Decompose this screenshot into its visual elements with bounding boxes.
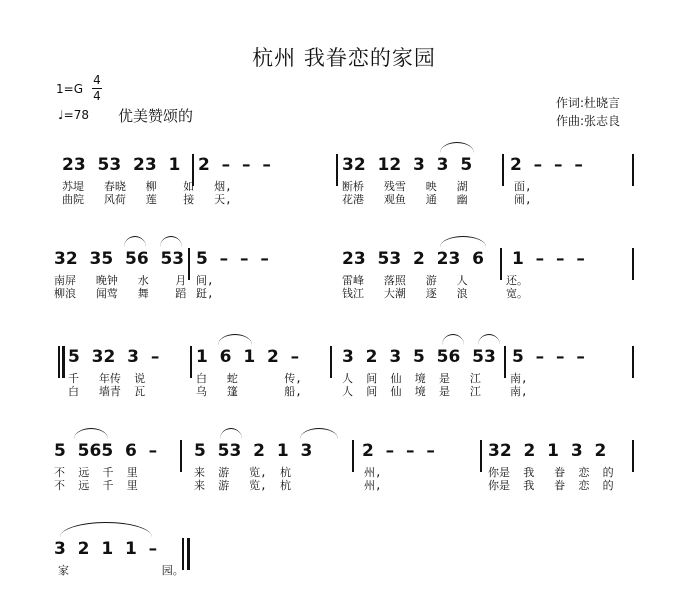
lyrics-verse1: 家 园。 — [58, 564, 184, 577]
notes-line1-measure2: 2 – – – — [198, 155, 271, 175]
mood-marking: 优美赞颂的 — [118, 107, 194, 125]
notes-line3-measure2: 1 6 1 2 – — [196, 347, 300, 367]
slur — [440, 142, 474, 153]
barline — [632, 248, 634, 280]
lyrics-verse2: 曲院 风荷 莲 接 天, — [62, 193, 232, 206]
barline — [352, 440, 354, 472]
lyrics-verse1: 苏堤 春晓 柳 如 烟, — [62, 180, 232, 193]
barline — [502, 154, 504, 186]
notes-line4-measure2: 5 53 2 1 3 — [194, 441, 313, 461]
lyrics-verse1: 间, — [196, 274, 214, 287]
notes-line2-measure4: 1 – – – — [512, 249, 585, 269]
slur — [300, 428, 338, 439]
lyrics-verse2: 跹, — [196, 287, 214, 300]
notes-line3-measure4: 5 – – – — [512, 347, 585, 367]
time-signature-top: 4 — [93, 73, 101, 87]
lyrics-verse1: 白 蛇 传, — [196, 372, 302, 385]
notes-line4-measure1: 5 565 6 – — [54, 441, 158, 461]
barline — [480, 440, 482, 472]
slur — [440, 236, 486, 247]
lyrics-verse1: 不 远 千 里 — [54, 466, 138, 479]
barline — [336, 154, 338, 186]
lyrics-verse1: 断桥 残雪 映 湖 — [342, 180, 468, 193]
lyrics-verse2: 南, — [510, 385, 528, 398]
barline — [504, 346, 506, 378]
lyrics-verse1: 州, — [364, 466, 382, 479]
notes-line3-measure1: 5 32 3 – — [68, 347, 160, 367]
lyrics-verse2: 你是 我 眷 恋 的 — [488, 479, 614, 492]
lyrics-verse1: 还。 — [506, 274, 528, 287]
barline — [632, 346, 634, 378]
time-signature — [92, 74, 102, 103]
slur — [218, 334, 252, 345]
lyricist-credit: 作词:杜晓言 — [556, 96, 621, 110]
barline — [180, 440, 182, 472]
time-signature-bottom: 4 — [93, 89, 101, 103]
lyrics-verse1: 你是 我 眷 恋 的 — [488, 466, 614, 479]
lyrics-verse2: 钱江 大潮 逐 浪 — [342, 287, 468, 300]
lyrics-verse2: 人 间 仙 境 是 江 — [342, 385, 481, 398]
barline — [58, 346, 60, 378]
barline — [330, 346, 332, 378]
barline — [632, 154, 634, 186]
notes-line5-measure1: 3 2 1 1 – — [54, 539, 158, 559]
slur — [74, 428, 108, 439]
notes-line4-measure3: 2 – – – — [362, 441, 435, 461]
slur — [60, 522, 152, 537]
lyrics-verse1: 南, — [510, 372, 528, 385]
slur — [160, 236, 182, 247]
lyrics-verse2: 白 墙青 瓦 — [68, 385, 146, 398]
lyrics-verse2: 乌 篷 船, — [196, 385, 302, 398]
lyrics-verse1: 来 游 览, 杭 — [194, 466, 291, 479]
final-barline-thick — [187, 538, 190, 570]
lyrics-verse2: 宽。 — [506, 287, 528, 300]
lyrics-verse1: 雷峰 落照 游 人 — [342, 274, 468, 287]
lyrics-verse1: 南屏 晚钟 水 月 — [54, 274, 187, 287]
credits — [556, 94, 620, 130]
lyrics-verse2: 州, — [364, 479, 382, 492]
notes-line2-measure3: 23 53 2 23 6 — [342, 249, 484, 269]
lyrics-verse1: 千 年传 说 — [68, 372, 146, 385]
notes-line1-measure3: 32 12 3 3 5 — [342, 155, 473, 175]
notes-line3-measure3: 3 2 3 5 56 53 — [342, 347, 496, 367]
slur — [220, 428, 242, 439]
song-title: 杭州 我眷恋的家园 — [252, 46, 436, 70]
barline — [500, 248, 502, 280]
barline — [632, 440, 634, 472]
notes-line2-measure1: 32 35 56 53 — [54, 249, 185, 269]
notes-line1-measure4: 2 – – – — [510, 155, 583, 175]
lyrics-verse1: 人 间 仙 境 是 江 — [342, 372, 481, 385]
notes-line1-measure1: 23 53 23 1 — [62, 155, 181, 175]
barline — [188, 248, 190, 280]
lyrics-verse2: 来 游 览, 杭 — [194, 479, 291, 492]
slur — [442, 334, 464, 345]
notes-line2-measure2: 5 – – – — [196, 249, 269, 269]
key-signature: 1=G — [56, 82, 83, 96]
barline — [190, 346, 192, 378]
lyrics-verse2: 闹, — [514, 193, 532, 206]
lyrics-verse1: 面, — [514, 180, 532, 193]
composer-credit: 作曲:张志良 — [556, 114, 621, 128]
slur — [124, 236, 146, 247]
slur — [478, 334, 500, 345]
lyrics-verse2: 花港 观鱼 通 幽 — [342, 193, 468, 206]
lyrics-verse2: 不 远 千 里 — [54, 479, 138, 492]
lyrics-verse2: 柳浪 闻莺 舞 蹈 — [54, 287, 187, 300]
notes-line4-measure4: 32 2 1 3 2 — [488, 441, 607, 461]
repeat-barline — [62, 346, 65, 378]
tempo-marking: ♩=78 — [58, 108, 89, 122]
